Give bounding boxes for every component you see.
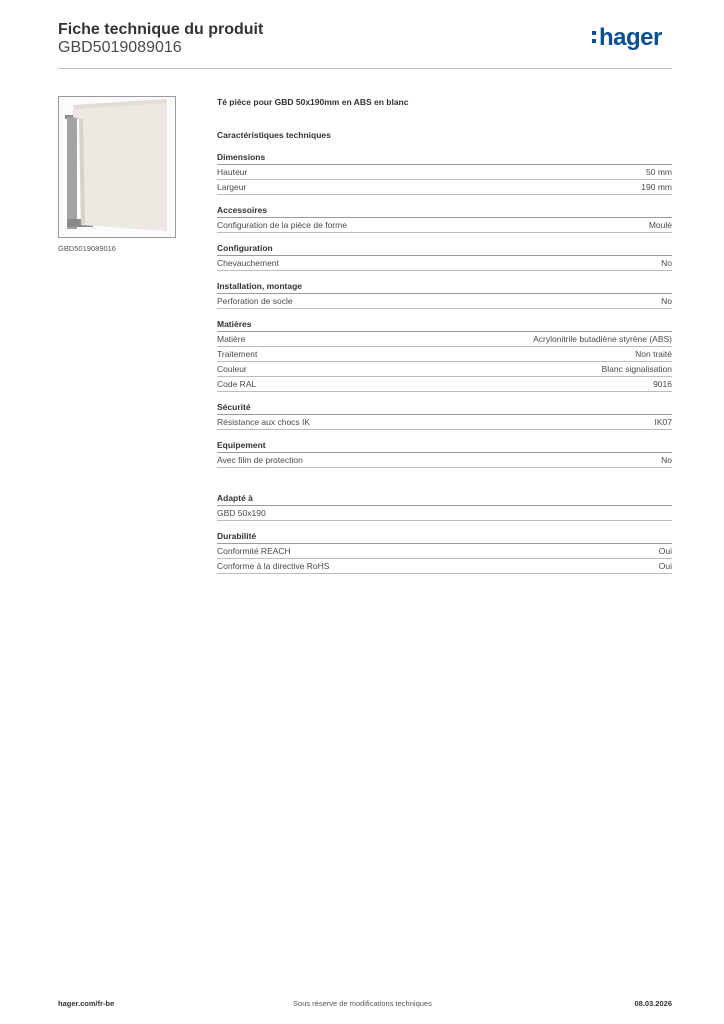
spec-value: 50 mm [646,167,672,177]
spec-label: Avec film de protection [217,455,303,465]
spec-value: Oui [658,546,672,556]
section-adapte [217,492,672,521]
section-title: Equipement [217,439,672,453]
section-title: Installation, montage [217,280,672,294]
spec-label: Largeur [217,182,247,192]
section-title: Accessoires [217,204,672,218]
section-title: Durabilité [217,530,672,544]
spec-label: Chevauchement [217,258,279,268]
section-configuration [217,242,672,271]
logo-text: hager [599,24,662,51]
spec-value: Non traité [635,349,672,359]
spec-label: Configuration de la pièce de forme [217,220,347,230]
section-title: Configuration [217,242,672,256]
section-securite [217,401,672,430]
spec-label: Matière [217,334,246,344]
spec-row [217,415,672,430]
specs-heading: Caractéristiques techniques [217,130,331,140]
spec-value: No [661,258,672,268]
spec-label: Traitement [217,349,258,359]
spec-label: GBD 50x190 [217,508,266,518]
spec-value: No [661,455,672,465]
product-code: GBD5019089016 [58,39,182,56]
spec-row [217,218,672,233]
section-title: Adapté à [217,492,672,506]
hager-logo [592,26,662,50]
section-title: Matières [217,318,672,332]
footer-notice: Sous réserve de modifications techniques [293,999,432,1008]
spec-label: Conforme à la directive RoHS [217,561,330,571]
spec-value: No [661,296,672,306]
spec-content [217,95,672,574]
product-image [58,96,176,238]
spec-row [217,453,672,468]
section-title: Dimensions [217,151,672,165]
spec-row [217,180,672,195]
section-durabilite [217,530,672,574]
image-caption: GBD5019089016 [58,244,116,253]
spec-row [217,377,672,392]
page-title: Fiche technique du produit [58,21,264,38]
section-dimensions [217,151,672,195]
spec-row [217,294,672,309]
spec-value: Acrylonitrile butadiène styrène (ABS) [533,334,672,344]
spec-label: Résistance aux chocs IK [217,417,311,427]
section-matieres [217,318,672,392]
spec-value: IK07 [654,417,672,427]
logo-dots-icon [592,31,597,47]
spec-label: Code RAL [217,379,257,389]
spec-label: Conformité REACH [217,546,291,556]
spec-row [217,544,672,559]
product-photo-tee-piece-icon [59,97,175,237]
spec-row [217,165,672,180]
spec-row [217,362,672,377]
section-accessoires [217,204,672,233]
spec-value: Moulé [648,220,672,230]
spec-row [217,506,672,521]
spec-row [217,332,672,347]
spec-row [217,559,672,574]
footer-website-link[interactable]: hager.com/fr-be [58,999,115,1008]
spec-value: 9016 [653,379,672,389]
section-installation [217,280,672,309]
header-divider [58,68,672,69]
spec-label: Hauteur [217,167,248,177]
spec-label: Perforation de socle [217,296,293,306]
spec-value: Oui [658,561,672,571]
product-description: Té pièce pour GBD 50x190mm en ABS en blanc [217,97,409,107]
section-title: Sécurité [217,401,672,415]
spec-row [217,347,672,362]
footer-date: 08.03.2026 [634,999,672,1008]
spec-value: Blanc signalisation [601,364,672,374]
section-equipement [217,439,672,468]
spec-row [217,256,672,271]
spec-value: 190 mm [641,182,672,192]
spec-label: Couleur [217,364,247,374]
